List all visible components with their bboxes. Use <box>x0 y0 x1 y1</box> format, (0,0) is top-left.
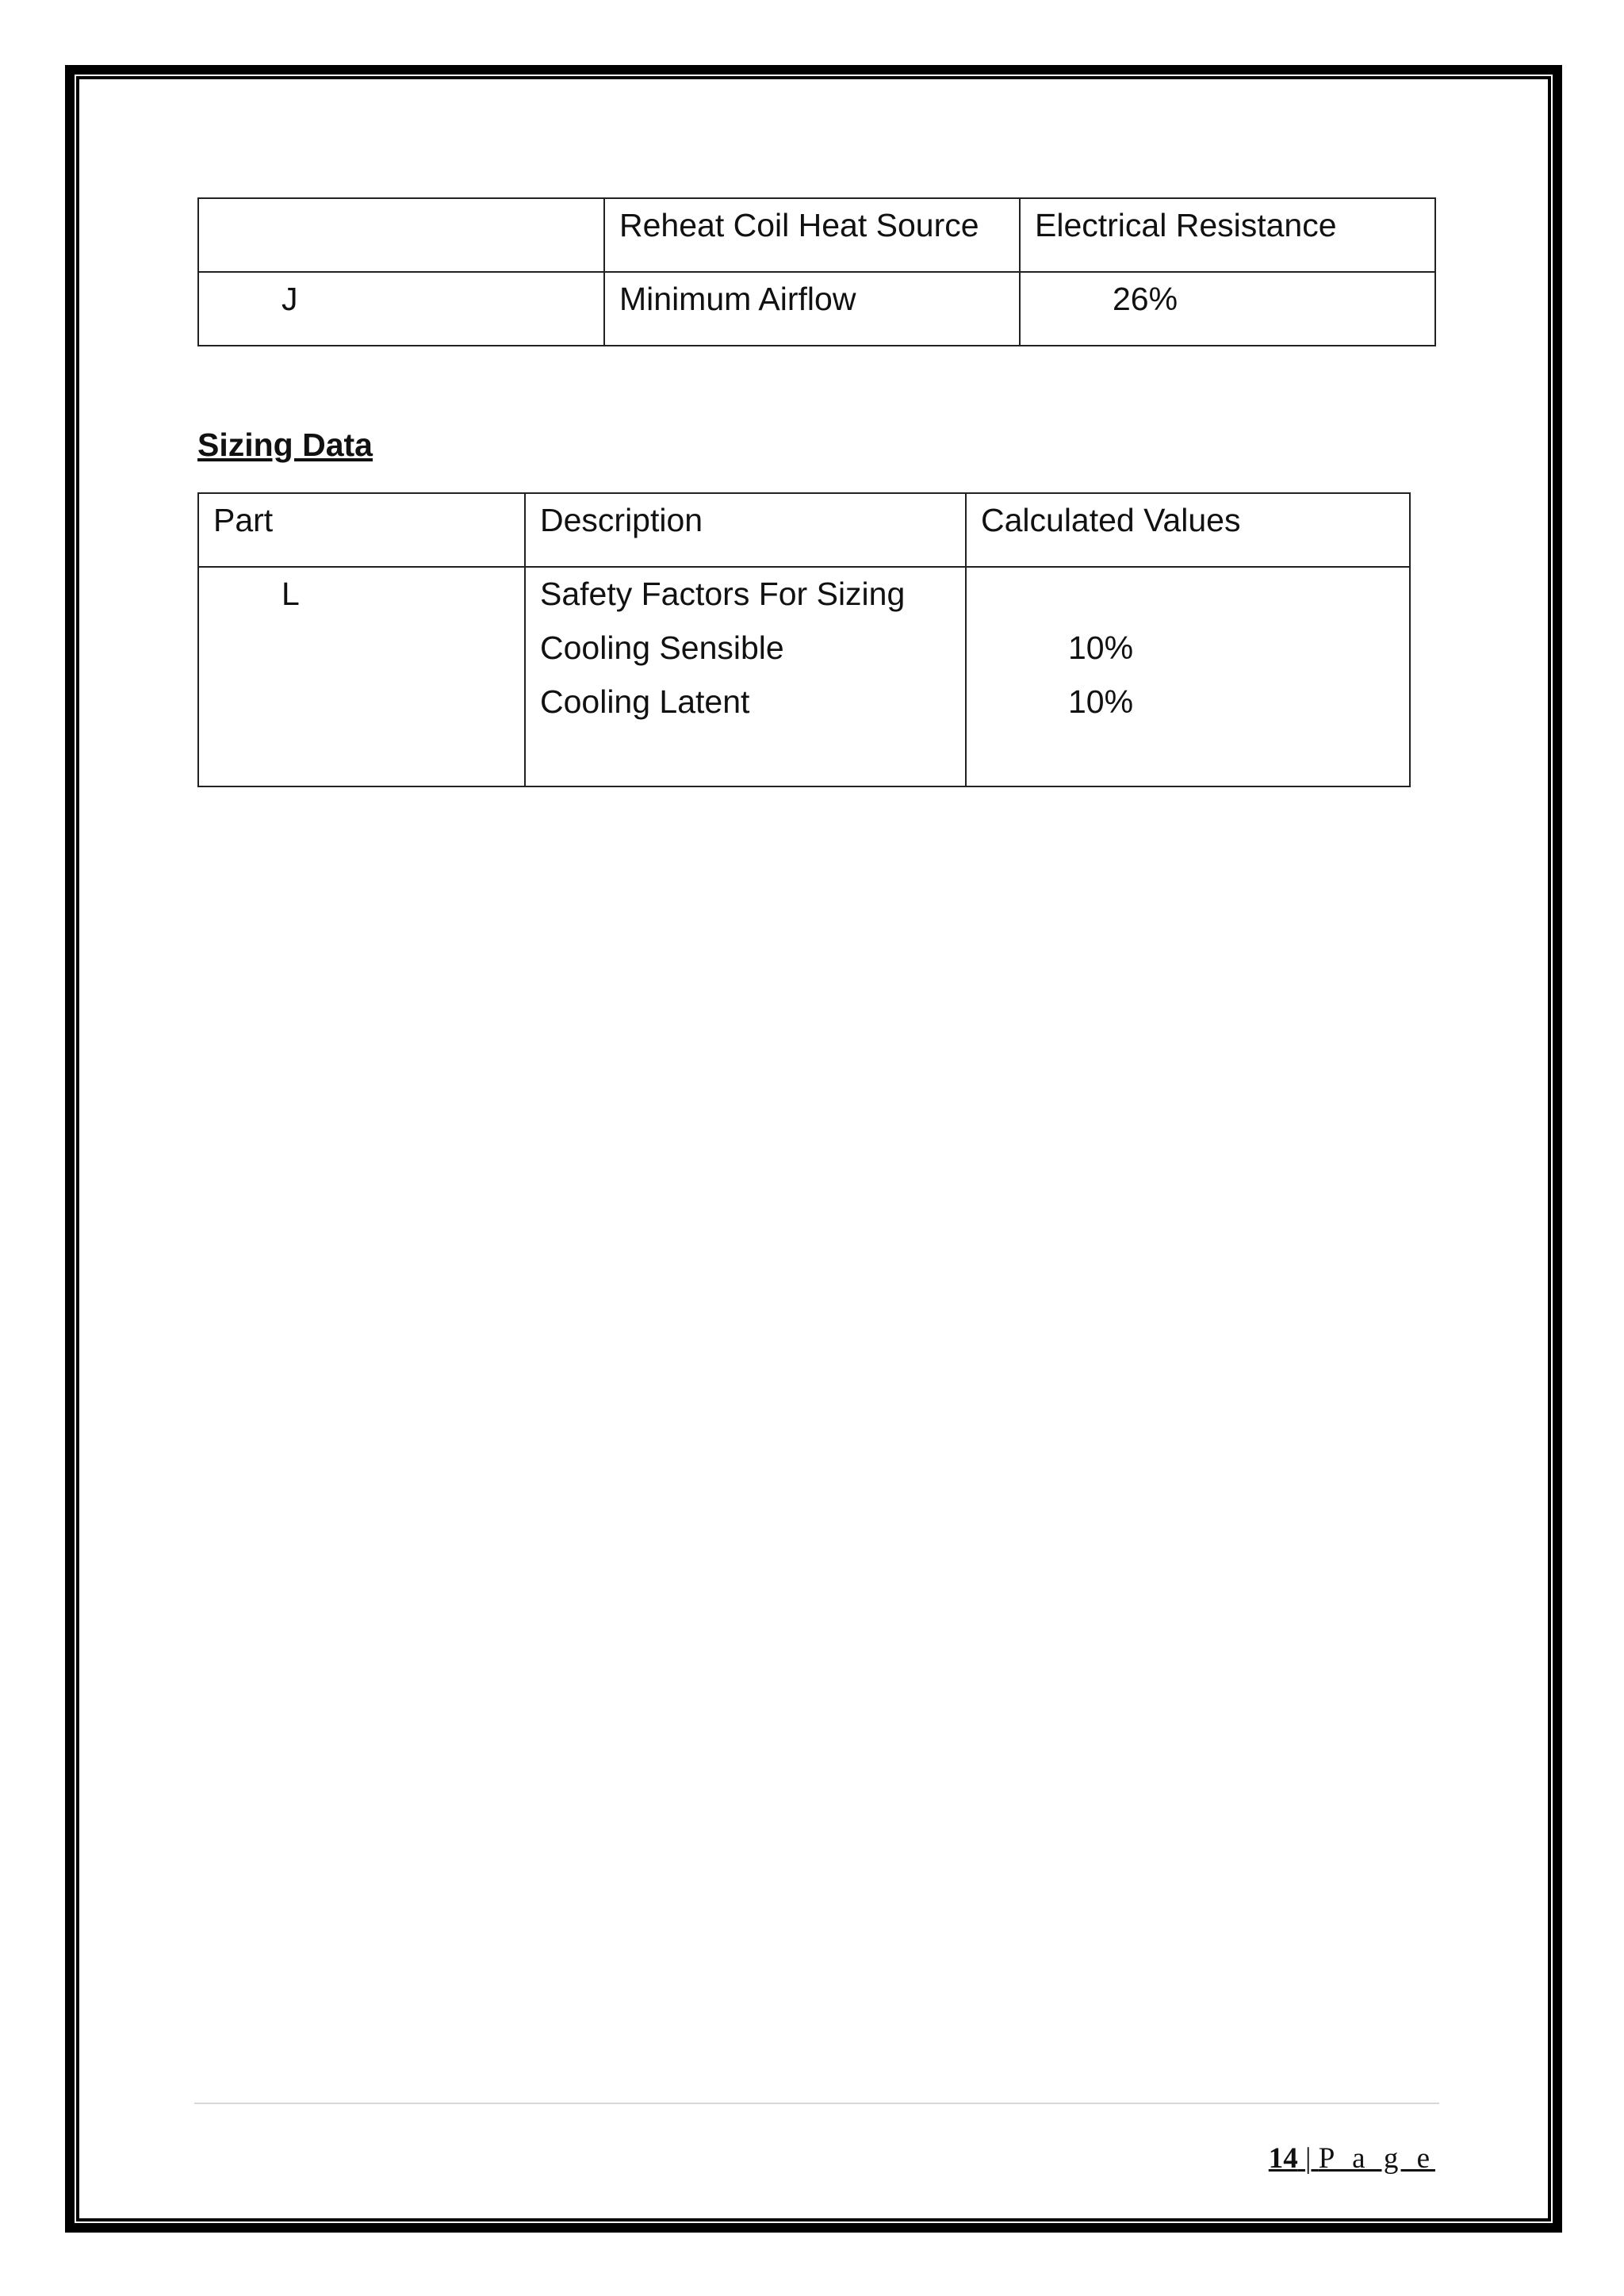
table-cell: 26% <box>1020 272 1435 346</box>
section-title: Sizing Data <box>197 427 373 463</box>
sizing-data-table <box>197 492 1411 787</box>
table-cell-values <box>966 567 1410 786</box>
description-line: Cooling Latent <box>540 683 750 720</box>
table-cell: Electrical Resistance <box>1020 198 1435 272</box>
footer-separator: | <box>1305 2142 1312 2175</box>
table-header-row <box>198 493 1410 567</box>
value-line <box>1068 574 1395 628</box>
description-line: Cooling Sensible <box>540 629 784 666</box>
table-cell-description <box>525 567 966 786</box>
column-header: Calculated Values <box>966 493 1410 567</box>
table-cell <box>198 198 604 272</box>
table-cell: J <box>198 272 604 346</box>
page-number: 14 <box>1268 2142 1298 2175</box>
table-cell: Minimum Airflow <box>604 272 1020 346</box>
table-row <box>198 198 1435 272</box>
page-footer <box>1269 2141 1435 2177</box>
footer-divider <box>194 2103 1439 2104</box>
table-row <box>198 272 1435 346</box>
value-line: 10% <box>1068 683 1134 720</box>
table-row <box>198 567 1410 786</box>
reheat-table <box>197 197 1436 346</box>
value-line: 10% <box>1068 629 1134 666</box>
page-label: P a g e <box>1318 2142 1435 2175</box>
table-cell-part: L <box>198 567 525 786</box>
description-line: Safety Factors For Sizing <box>540 576 906 612</box>
table-cell: Reheat Coil Heat Source <box>604 198 1020 272</box>
column-header: Description <box>525 493 966 567</box>
page-border-inner <box>76 76 1551 2221</box>
column-header: Part <box>198 493 525 567</box>
